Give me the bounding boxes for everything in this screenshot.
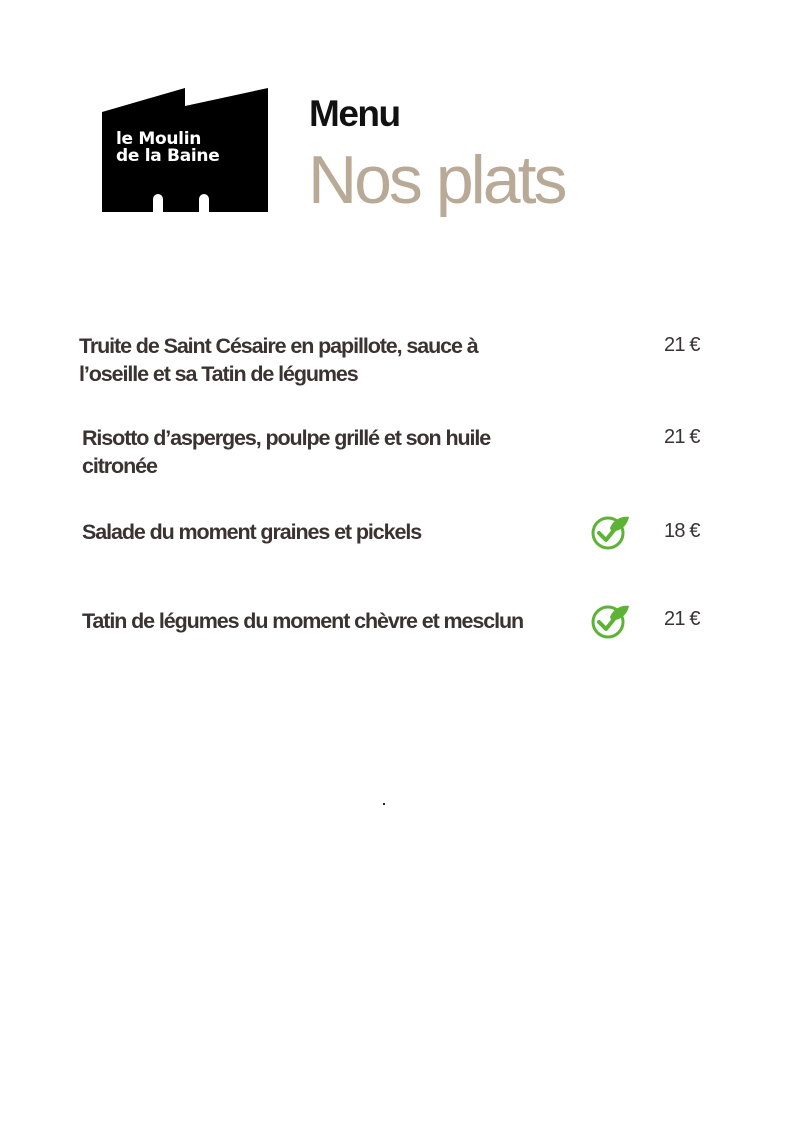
- dish-name-line: Truite de Saint Césaire en papillote, sauce à: [79, 334, 478, 358]
- dish-name-line: Salade du moment graines et pickels: [82, 520, 422, 544]
- dish-name: [82, 518, 421, 546]
- dish-name-line: Tatin de légumes du moment chèvre et mesclun: [82, 609, 524, 633]
- page-subtitle: Nos plats: [308, 142, 565, 218]
- stray-dot: [383, 803, 385, 805]
- page-title: Menu: [309, 93, 400, 134]
- restaurant-logo: [102, 88, 268, 212]
- dish-name-line: Risotto d’asperges, poulpe grillé et son huile: [82, 426, 491, 450]
- vegetarian-leaf-check-icon: [590, 603, 630, 639]
- logo-line-2: de la Baine: [116, 146, 220, 166]
- dish-price: 18 €: [664, 520, 700, 542]
- dish-name: [82, 607, 523, 635]
- dish-price: 21 €: [664, 334, 700, 356]
- dish-price: 21 €: [664, 608, 700, 630]
- logo-text: [116, 131, 219, 165]
- vegetarian-leaf-check-icon: [590, 514, 630, 550]
- dish-name-line: l’oseille et sa Tatin de légumes: [79, 362, 358, 386]
- dish-name: [82, 424, 490, 480]
- dish-price: 21 €: [664, 426, 700, 448]
- dish-name-line: citronée: [82, 454, 157, 478]
- logo-line-1: le Moulin: [116, 129, 202, 149]
- dish-name: [79, 332, 478, 388]
